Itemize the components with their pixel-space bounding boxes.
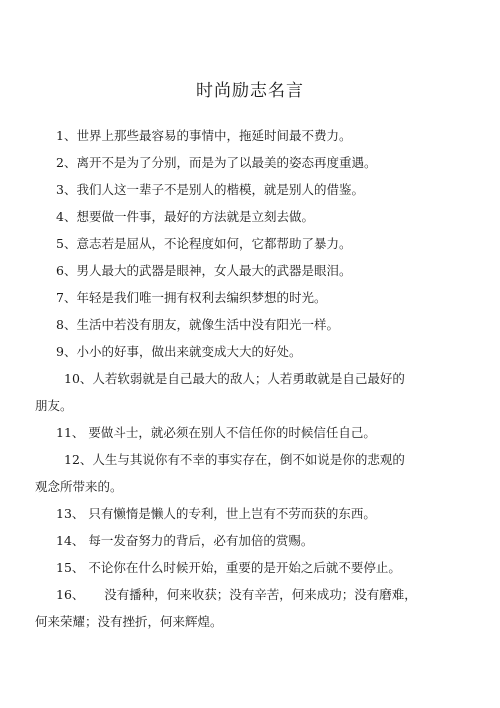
quote-item	[56, 284, 456, 311]
quote-text: 人生与其说你有不幸的事实存在，倒不如说是你的悲观的	[92, 452, 405, 467]
quote-text-continued: 朋友。	[35, 398, 73, 413]
quote-number: 13、	[56, 506, 85, 521]
quote-number: 16、	[56, 587, 85, 602]
quote-item	[56, 338, 456, 365]
quote-text: 生活中若没有朋友，就像生活中没有阳光一样。	[76, 317, 339, 332]
quote-item	[56, 203, 456, 230]
quote-text: 要做斗士，就必须在别人不信任你的时候信任自己。	[84, 425, 376, 440]
quote-text: 我们人这一辈子不是别人的楷模，就是别人的借鉴。	[76, 182, 364, 197]
quote-item	[56, 527, 456, 554]
quote-item	[56, 176, 456, 203]
quote-item	[56, 311, 456, 338]
quote-text: 离开不是为了分别，而是为了以最美的姿态再度重遇。	[76, 155, 377, 170]
quote-number: 8、	[56, 317, 77, 332]
quote-item	[56, 149, 456, 176]
quote-number: 1、	[56, 128, 77, 143]
quote-text-continued: 何来荣耀；没有挫折，何来辉煌。	[35, 614, 223, 629]
quote-number: 11、	[56, 425, 85, 440]
quote-number: 5、	[56, 236, 77, 251]
quote-item	[56, 257, 456, 284]
quote-number: 7、	[56, 290, 77, 305]
quote-item	[35, 365, 456, 419]
quote-number: 6、	[56, 263, 77, 278]
quote-text: 年轻是我们唯一拥有权利去编织梦想的时光。	[76, 290, 327, 305]
quote-list	[35, 122, 456, 635]
quote-item	[56, 230, 456, 257]
quote-number: 4、	[56, 209, 77, 224]
document-title: 时尚励志名言	[196, 81, 304, 101]
quote-text: 想要做一件事，最好的方法就是立刻去做。	[76, 209, 314, 224]
quote-number: 14、	[56, 533, 85, 548]
quote-text: 每一发奋努力的背后，必有加倍的赏赐。	[84, 533, 314, 548]
quote-number: 3、	[56, 182, 77, 197]
quote-item	[35, 581, 456, 635]
quote-number: 15、	[56, 560, 85, 575]
quote-text: 世界上那些最容易的事情中，拖延时间最不费力。	[76, 128, 352, 143]
quote-item	[35, 446, 456, 500]
quote-text: 意志若是屈从，不论程度如何，它都帮助了暴力。	[76, 236, 352, 251]
quote-number: 12、	[64, 452, 93, 467]
quote-text: 不论你在什么时候开始，重要的是开始之后就不要停止。	[84, 560, 401, 575]
quote-item	[56, 122, 456, 149]
quote-item	[56, 419, 456, 446]
quote-item	[56, 554, 456, 581]
quote-text: 只有懒惰是懒人的专利，世上岂有不劳而获的东西。	[84, 506, 376, 521]
quote-text: 小小的好事，做出来就变成大大的好处。	[76, 344, 302, 359]
quote-text: 没有播种，何来收获；没有辛苦，何来成功；没有磨难，	[84, 587, 417, 602]
quote-text: 男人最大的武器是眼神，女人最大的武器是眼泪。	[76, 263, 352, 278]
quote-item	[56, 500, 456, 527]
quote-number: 10、	[64, 371, 93, 386]
quote-text-continued: 观念所带来的。	[35, 479, 123, 494]
quote-number: 2、	[56, 155, 77, 170]
quote-number: 9、	[56, 344, 77, 359]
quote-text: 人若软弱就是自己最大的敌人；人若勇敢就是自己最好的	[92, 371, 405, 386]
